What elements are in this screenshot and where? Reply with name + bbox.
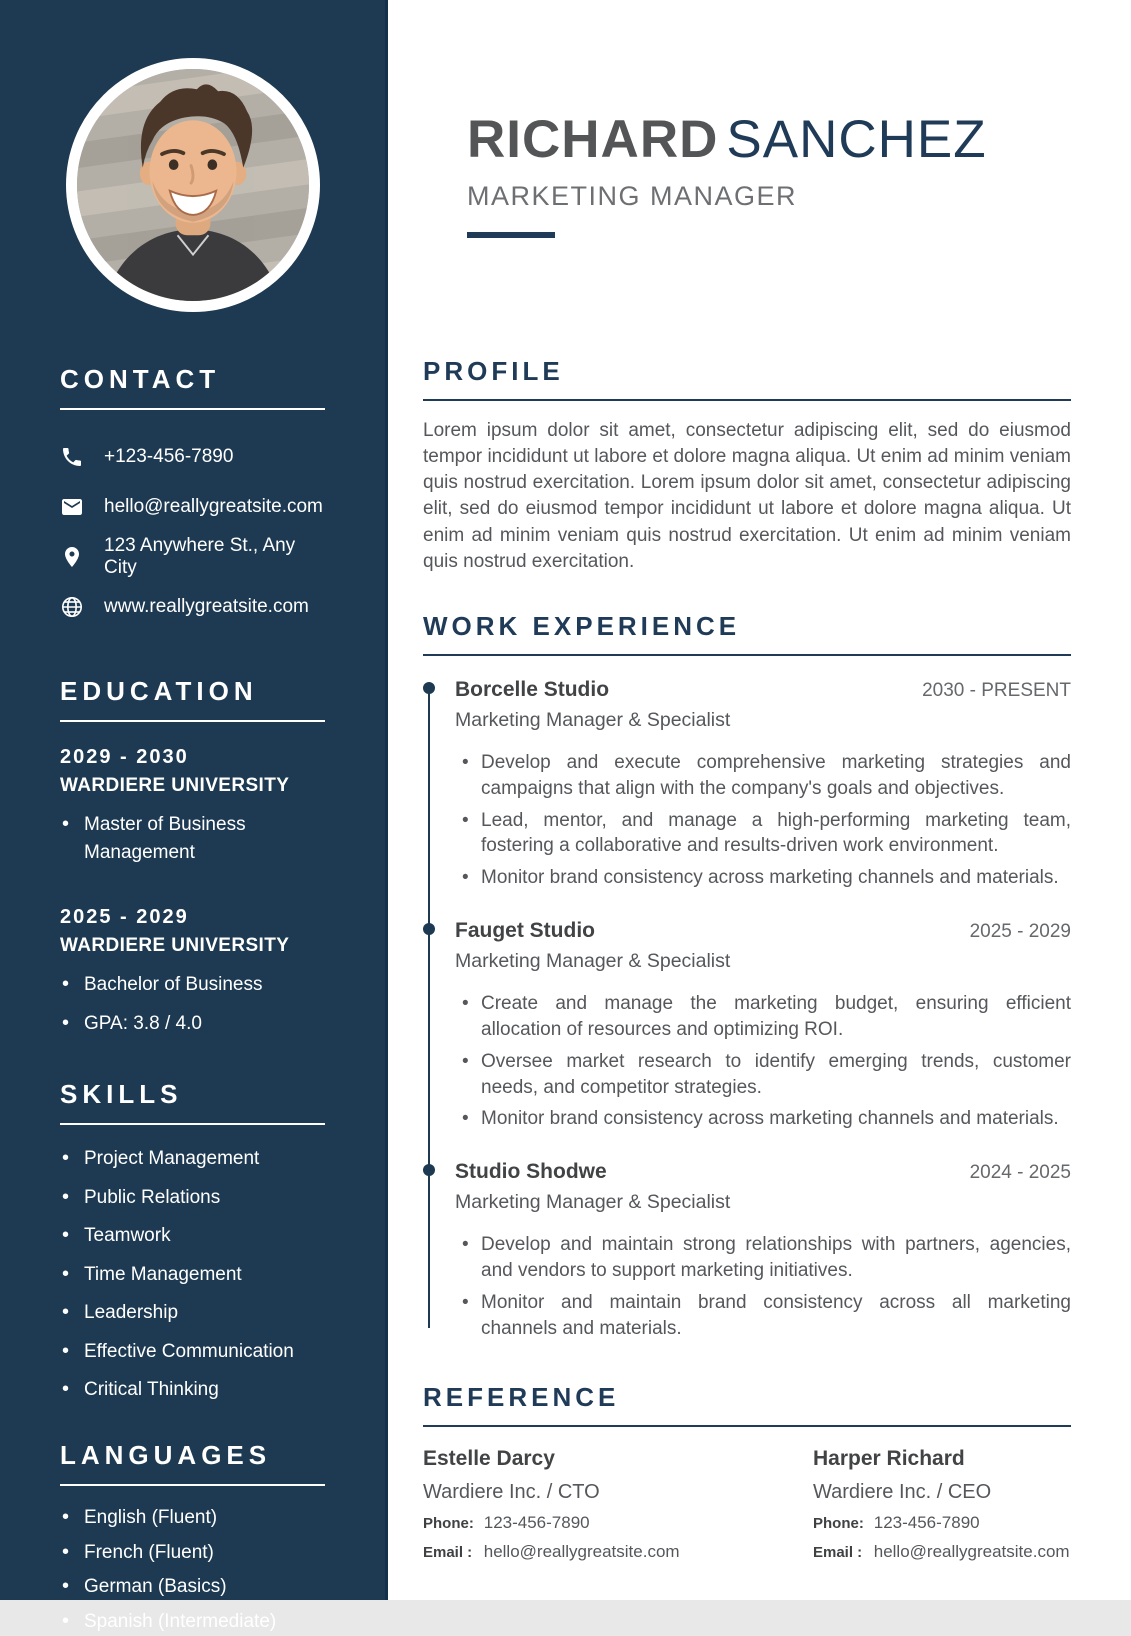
language-item: • English (Fluent) (60, 1504, 325, 1532)
experience-bullet: • Monitor brand consistency across marketing channels and materials. (455, 1106, 1071, 1132)
experience-entry (455, 678, 1071, 891)
main-content (391, 0, 1131, 1600)
contact-item-email (60, 482, 325, 532)
experience-header (455, 1160, 1071, 1184)
experience-bullet: • Monitor brand consistency across marketing channels and materials. (455, 865, 1071, 891)
education-school: WARDIERE UNIVERSITY (60, 935, 290, 957)
experience-role: Marketing Manager & Specialist (455, 708, 731, 731)
experience-header (455, 678, 1071, 702)
experience-dates: 2025 - 2029 (969, 921, 1071, 943)
experience-bullet: • Develop and maintain strong relationships with partners, agencies, and vendors to support marketing initiatives. (455, 1232, 1071, 1284)
skills-section (60, 1079, 325, 1404)
profile-photo-illustration (77, 69, 309, 301)
timeline-dot (423, 1164, 435, 1176)
experience-company: Fauget Studio (455, 919, 595, 943)
experience-bullet: • Create and manage the marketing budget, ensuring efficient allocation of resources and optimizing ROI. (455, 991, 1071, 1043)
experience-bullets (455, 750, 1071, 891)
reference-phone-row (423, 1513, 813, 1533)
profile-section (423, 356, 1071, 575)
languages-divider (60, 1484, 325, 1486)
experience-timeline (423, 678, 1071, 1342)
reference-name: Estelle Darcy (423, 1446, 555, 1470)
reference-phone: 123-456-7890 (873, 1512, 980, 1532)
languages-list (60, 1504, 325, 1635)
education-divider (60, 720, 325, 722)
contact-item-website (60, 582, 325, 632)
contact-item-phone (60, 432, 325, 482)
experience-dates: 2030 - PRESENT (922, 679, 1071, 701)
skill-item: • Critical Thinking (60, 1376, 325, 1404)
skills-divider (60, 1123, 325, 1125)
education-bullets (60, 811, 325, 866)
languages-section (60, 1440, 325, 1635)
phone-label: Phone: (423, 1514, 474, 1532)
email-icon (60, 495, 84, 519)
education-school: WARDIERE UNIVERSITY (60, 775, 290, 796)
reference-affiliation: Wardiere Inc. / CTO (423, 1480, 600, 1503)
page-title (467, 112, 1071, 168)
education-years: 2029 - 2030 (60, 746, 189, 768)
reference-phone-row (813, 1513, 1071, 1533)
work-experience-divider (423, 654, 1071, 656)
education-title: EDUCATION (60, 676, 258, 706)
skill-item: • Effective Communication (60, 1338, 325, 1366)
education-section (60, 676, 325, 1037)
reference-title: REFERENCE (423, 1381, 620, 1412)
experience-dates: 2024 - 2025 (969, 1162, 1071, 1184)
contact-title: CONTACT (60, 364, 221, 394)
education-bullet: • Master of Business Management (60, 811, 325, 866)
education-bullets (60, 971, 325, 1037)
experience-bullets (455, 1232, 1071, 1341)
skills-title: SKILLS (60, 1079, 183, 1110)
experience-bullet: • Oversee market research to identify emerging trends, customer needs, and competitor strategies. (455, 1049, 1071, 1101)
skill-item: • Leadership (60, 1299, 325, 1327)
sidebar (0, 0, 388, 1632)
reference-contact (813, 1447, 1071, 1562)
profile-title: PROFILE (423, 355, 564, 386)
contact-item-address (60, 532, 325, 582)
education-years: 2025 - 2029 (60, 906, 189, 929)
timeline-dot (423, 682, 435, 694)
reference-section (423, 1382, 1071, 1562)
experience-company: Borcelle Studio (455, 677, 610, 701)
experience-role: Marketing Manager & Specialist (455, 950, 731, 973)
experience-header (455, 919, 1071, 943)
first-name: RICHARD (467, 110, 719, 169)
experience-bullet: • Develop and execute comprehensive marketing strategies and campaigns that align with the company's goals and objectives. (455, 750, 1071, 802)
contact-address: 123 Anywhere St., Any City (104, 535, 296, 578)
reference-email: hello@reallygreatsite.com (873, 1541, 1070, 1561)
education-entry (60, 746, 325, 866)
contact-phone: +123-456-7890 (104, 446, 234, 467)
profile-divider (423, 399, 1071, 401)
education-bullet: • GPA: 3.8 / 4.0 (60, 1010, 325, 1038)
experience-entry (455, 919, 1071, 1132)
profile-text: Lorem ipsum dolor sit amet, consectetur adipiscing elit, sed do eiusmod tempor incididunt ut labore et dolore magna aliqua. Ut enim ad minim veniam quis nostrud exercitation. Lorem ipsum dolor sit amet, consectetur adipiscing elit, sed do eiusmod tempor incididunt ut labore et dolore magna aliqua. Ut enim ad minim veniam quis nostrud exercitation. Ut enim ad minim veniam quis nostrud exercitation. (423, 419, 1071, 572)
reference-grid (423, 1447, 1071, 1562)
contact-email: hello@reallygreatsite.com (104, 496, 323, 517)
language-item: • Spanish (Intermediate) (60, 1608, 325, 1636)
email-label: Email : (813, 1543, 863, 1561)
education-entry (60, 906, 325, 1037)
reference-email-row (813, 1542, 1071, 1562)
reference-divider (423, 1425, 1071, 1427)
reference-email-row (423, 1542, 813, 1562)
contact-divider (60, 408, 325, 410)
profile-photo (66, 58, 320, 312)
title-accent-bar (467, 232, 555, 238)
language-item: • German (Basics) (60, 1573, 325, 1601)
reference-phone: 123-456-7890 (483, 1512, 590, 1532)
experience-company: Studio Shodwe (455, 1160, 607, 1184)
languages-title: LANGUAGES (60, 1440, 272, 1471)
reference-contact (423, 1447, 813, 1562)
experience-role: Marketing Manager & Specialist (455, 1191, 731, 1214)
work-experience-section (423, 611, 1071, 1342)
language-item: • French (Fluent) (60, 1539, 325, 1567)
experience-bullets (455, 991, 1071, 1132)
location-icon (60, 545, 84, 569)
experience-bullet: • Lead, mentor, and manage a high-performing marketing team, fostering a collaborative and results-driven work environment. (455, 808, 1071, 860)
skill-item: • Teamwork (60, 1222, 325, 1250)
contact-section (60, 364, 325, 632)
reference-affiliation: Wardiere Inc. / CEO (813, 1480, 992, 1503)
email-label: Email : (423, 1543, 473, 1561)
timeline-dot (423, 923, 435, 935)
timeline-line (428, 692, 430, 1328)
phone-label: Phone: (813, 1514, 864, 1532)
skills-list (60, 1145, 325, 1404)
skill-item: • Project Management (60, 1145, 325, 1173)
header (467, 0, 1071, 238)
work-experience-title: WORK EXPERIENCE (423, 610, 741, 641)
skill-item: • Time Management (60, 1261, 325, 1289)
globe-icon (60, 595, 84, 619)
contact-list (60, 432, 325, 632)
experience-entry (455, 1160, 1071, 1341)
reference-email: hello@reallygreatsite.com (483, 1541, 680, 1561)
phone-icon (60, 445, 84, 469)
contact-website: www.reallygreatsite.com (104, 596, 309, 617)
job-title: MARKETING MANAGER (467, 180, 798, 211)
skill-item: • Public Relations (60, 1184, 325, 1212)
experience-bullet: • Monitor and maintain brand consistency across all marketing channels and materials. (455, 1290, 1071, 1342)
reference-name: Harper Richard (813, 1446, 965, 1470)
education-bullet: • Bachelor of Business (60, 971, 325, 999)
last-name: SANCHEZ (726, 110, 987, 169)
